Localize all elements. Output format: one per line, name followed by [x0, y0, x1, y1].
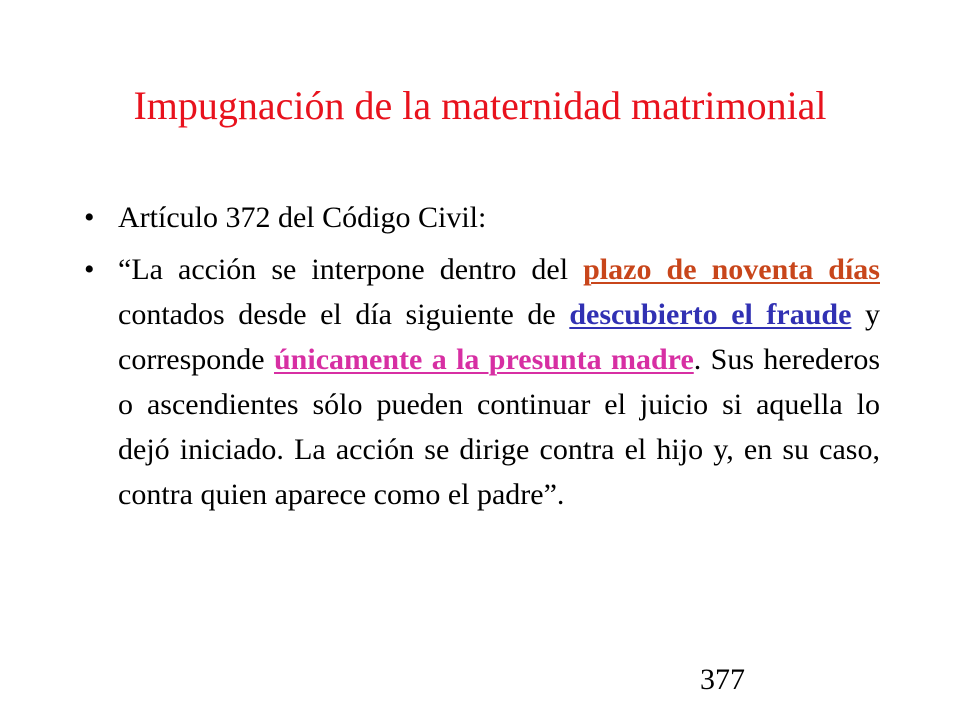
- quote-rest-text: . Sus herederos o ascendientes sólo pueden continuar el juicio si aquella lo dejó iniciado. La acción se dirige contra el hijo y, en su caso, contra quien aparece como el padre”.: [118, 343, 880, 511]
- page-number: 377: [700, 663, 745, 696]
- bullet-dot-icon: •: [84, 253, 95, 286]
- highlight-presumed-mother: únicamente a la presunta madre: [274, 343, 694, 376]
- bullet-item: [84, 247, 880, 517]
- highlight-fraud-discovery: descubierto el fraude: [569, 298, 852, 331]
- bullet-item: [84, 195, 880, 240]
- bullet-text-quote: [118, 247, 880, 517]
- quote-text: contados desde el día siguiente de: [118, 298, 570, 331]
- quote-text: y corresponde: [118, 298, 880, 376]
- bullet-list: [84, 195, 880, 517]
- highlight-deadline: plazo de noventa días: [583, 253, 880, 286]
- quote-intro-text: “La acción se interpone dentro del: [118, 253, 584, 286]
- slide-title: Impugnación de la maternidad matrimonial: [133, 83, 827, 128]
- bullet-dot-icon: •: [84, 201, 95, 234]
- bullet-text-article: Artículo 372 del Código Civil:: [118, 201, 487, 234]
